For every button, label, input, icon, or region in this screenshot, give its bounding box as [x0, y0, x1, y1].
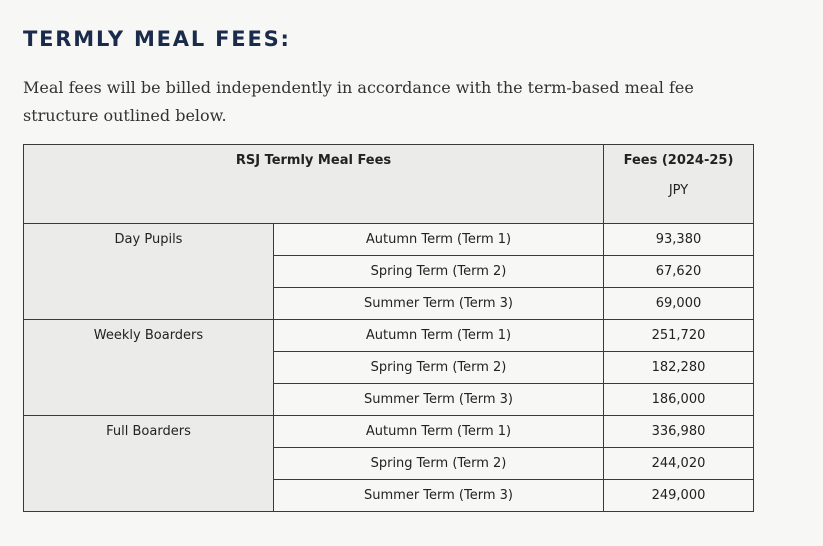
pupil-category: Day Pupils: [24, 224, 274, 320]
table-row: [24, 416, 754, 448]
fee-amount: 69,000: [604, 288, 754, 320]
fee-amount: 182,280: [604, 352, 754, 384]
term-name: Autumn Term (Term 1): [274, 224, 604, 256]
term-name: Summer Term (Term 3): [274, 480, 604, 512]
fee-amount: 186,000: [604, 384, 754, 416]
fee-amount: 244,020: [604, 448, 754, 480]
fee-amount: 249,000: [604, 480, 754, 512]
pupil-category: Full Boarders: [24, 416, 274, 512]
section-heading: TERMLY MEAL FEES:: [23, 27, 291, 51]
table-header-row: [24, 145, 754, 224]
table-row: [24, 320, 754, 352]
term-name: Spring Term (Term 2): [274, 256, 604, 288]
fees-column-header: [604, 145, 754, 224]
table-row: [24, 224, 754, 256]
meal-fees-table: [23, 144, 754, 512]
fee-amount: 93,380: [604, 224, 754, 256]
fee-amount: 336,980: [604, 416, 754, 448]
table-title: RSJ Termly Meal Fees: [24, 145, 604, 224]
term-name: Autumn Term (Term 1): [274, 320, 604, 352]
fees-year-label: Fees (2024-25): [623, 153, 734, 168]
term-name: Spring Term (Term 2): [274, 352, 604, 384]
term-name: Summer Term (Term 3): [274, 288, 604, 320]
term-name: Autumn Term (Term 1): [274, 416, 604, 448]
intro-paragraph: Meal fees will be billed independently in accordance with the term-based meal fee structure outlined below.: [23, 78, 694, 125]
fee-amount: 67,620: [604, 256, 754, 288]
pupil-category: Weekly Boarders: [24, 320, 274, 416]
term-name: Summer Term (Term 3): [274, 384, 604, 416]
fee-amount: 251,720: [604, 320, 754, 352]
term-name: Spring Term (Term 2): [274, 448, 604, 480]
currency-label: JPY: [668, 183, 689, 198]
